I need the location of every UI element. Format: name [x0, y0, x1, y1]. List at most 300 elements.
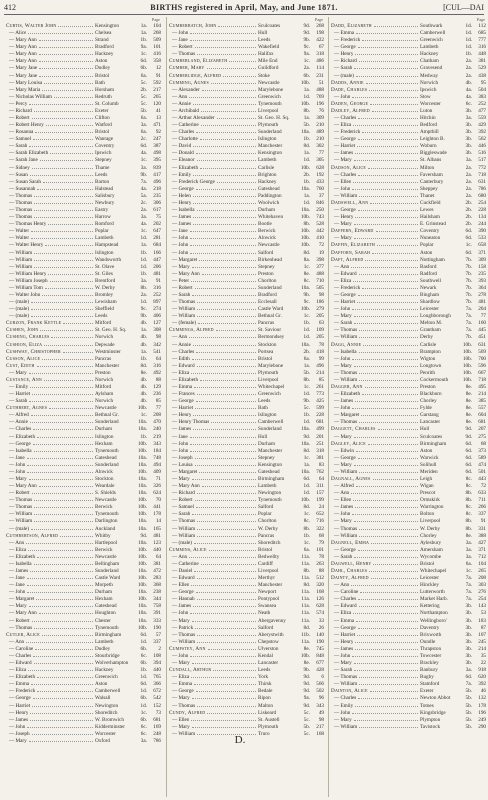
entry-district: Brackley — [420, 660, 439, 667]
dot-leader — [363, 342, 418, 346]
dot-leader — [197, 632, 256, 636]
entry-volume: 1b. — [140, 270, 147, 277]
entry-name: — Catherine — [172, 560, 199, 567]
entry-district: Gateshead — [258, 185, 280, 192]
dot-leader — [359, 271, 418, 275]
entry-page: 263 — [316, 560, 324, 567]
entry-page: 410 — [316, 235, 324, 242]
entry-name: — Daniel — [172, 568, 193, 575]
entry-name: — William — [9, 256, 33, 263]
dot-leader — [190, 228, 256, 232]
entry-district: Meriden — [420, 468, 438, 475]
dot-leader — [63, 320, 93, 324]
entry-district: Marylebone — [258, 362, 284, 369]
entry-volume: 10a. — [138, 617, 147, 624]
dot-leader — [197, 299, 256, 303]
register-entry — [167, 235, 325, 242]
dot-leader — [353, 610, 418, 614]
register-entry — [4, 285, 162, 292]
entry-district: York — [258, 674, 269, 681]
entry-name: — Edward — [172, 575, 195, 582]
entry-volume: 6a. — [140, 129, 147, 136]
entry-district: Durham — [95, 589, 112, 596]
entry-volume: 5b. — [465, 702, 472, 709]
entry-name: — John — [334, 652, 351, 659]
dot-leader — [30, 568, 93, 572]
entry-district: Hexham — [95, 596, 113, 603]
entry-page: 569 — [478, 348, 486, 355]
dot-leader — [197, 157, 256, 161]
entry-district: Weardale — [95, 483, 115, 490]
dot-leader — [29, 738, 93, 742]
register-entry — [4, 603, 162, 610]
dot-leader — [37, 554, 93, 558]
dot-leader — [193, 221, 256, 225]
dot-leader — [358, 455, 418, 459]
register-entry — [4, 37, 162, 44]
entry-volume: 8b. — [303, 525, 310, 532]
entry-volume: 6c. — [140, 723, 147, 730]
entry-district: Kettering — [420, 603, 440, 610]
register-entry — [167, 65, 325, 72]
entry-page: 373 — [478, 447, 486, 454]
entry-volume: 7a. — [465, 589, 472, 596]
register-entry — [167, 561, 325, 568]
register-entry — [4, 596, 162, 603]
entry-page: 101 — [153, 44, 161, 51]
entry-page: 504 — [478, 86, 486, 93]
dot-leader — [359, 681, 418, 685]
register-entry — [329, 165, 487, 172]
entry-volume: 4b. — [140, 320, 147, 327]
register-entry — [4, 299, 162, 306]
entry-name: — Charles — [9, 652, 32, 659]
entry-district: Bristol — [420, 560, 435, 567]
entry-volume: 2a. — [465, 58, 472, 65]
entry-volume: 6d. — [465, 447, 472, 454]
entry-district: W. Derby — [420, 525, 440, 532]
entry-name: — Jane — [9, 575, 25, 582]
entry-district: Alnwick — [95, 468, 113, 475]
register-entry — [329, 518, 487, 525]
entry-page: 528 — [316, 221, 324, 228]
entry-name: — James — [172, 603, 192, 610]
entry-name: — Harriet — [334, 143, 356, 150]
entry-district: St. Geo. H. Sq. — [258, 115, 290, 122]
entry-page: 358 — [153, 58, 161, 65]
entry-page: 440 — [153, 667, 161, 674]
entry-volume: 10b. — [462, 369, 472, 376]
entry-volume: 7b. — [465, 299, 472, 306]
entry-volume: 1d. — [303, 483, 310, 490]
register-entry — [167, 717, 325, 724]
dot-leader — [197, 391, 256, 395]
dot-leader — [37, 186, 93, 190]
entry-volume: 3a. — [465, 539, 472, 546]
entry-name: Dahl, Charles — [331, 568, 368, 575]
entry-volume: 3b. — [465, 631, 472, 638]
entry-volume: 5b. — [303, 723, 310, 730]
entry-volume: 3b. — [465, 122, 472, 129]
register-entry — [329, 65, 487, 72]
entry-name: — Catherine — [172, 122, 199, 129]
dot-leader — [189, 554, 256, 558]
entry-page: 22 — [480, 660, 486, 667]
entry-district: Loughborough — [420, 313, 451, 320]
entry-page: 316 — [153, 362, 161, 369]
entry-name: — Mary Ann — [9, 58, 37, 65]
entry-name: Cushway, Christopher — [6, 348, 61, 355]
entry-name: — Robert — [9, 617, 30, 624]
entry-volume: 6a. — [303, 355, 310, 362]
entry-page: 184 — [153, 447, 161, 454]
dot-leader — [201, 561, 256, 565]
entry-district: Leeds — [95, 313, 108, 320]
entry-volume: 2a. — [465, 192, 472, 199]
entry-district: Bedwellty — [258, 553, 280, 560]
entry-name: — William — [9, 511, 33, 518]
entry-district: Wellingboro' — [420, 617, 447, 624]
register-entry — [4, 278, 162, 285]
dot-leader — [196, 150, 256, 154]
dot-leader — [359, 334, 418, 338]
entry-name: — Mary — [334, 313, 352, 320]
entry-district: Sunderland — [258, 426, 282, 433]
entry-volume: 3a. — [140, 164, 147, 171]
dot-leader — [190, 441, 256, 445]
dot-leader — [357, 632, 418, 636]
entry-name: — David — [172, 143, 192, 150]
entry-page: 604 — [478, 412, 486, 419]
entry-volume: 10a. — [138, 610, 147, 617]
entry-district: Halstead — [95, 185, 114, 192]
register-entry — [4, 242, 162, 249]
entry-volume: 1c. — [140, 228, 147, 235]
entry-volume: 10b. — [137, 468, 147, 475]
dot-leader — [193, 603, 256, 607]
entry-volume: 1a. — [303, 86, 310, 93]
register-entry — [4, 384, 162, 391]
dot-leader — [357, 299, 418, 303]
entry-district: Pancras — [95, 355, 112, 362]
entry-district: S. Shields — [95, 490, 116, 497]
register-entry — [4, 441, 162, 448]
dot-leader — [34, 511, 93, 515]
dot-leader — [29, 398, 93, 402]
entry-page: 85 — [318, 376, 324, 383]
entry-district: Truro — [258, 730, 270, 737]
entry-district: Birkenhead — [258, 256, 282, 263]
entry-name: — Harriet — [172, 405, 194, 412]
entry-page: 381 — [316, 454, 324, 461]
register-entry — [329, 419, 487, 426]
register-entry — [167, 426, 325, 433]
entry-district: Ulverston — [258, 645, 279, 652]
entry-name: — John — [334, 306, 351, 313]
entry-volume: 1a. — [140, 327, 147, 334]
entry-page: 235 — [478, 270, 486, 277]
entry-district: Ipswich — [420, 86, 437, 93]
entry-district: Camberwell — [420, 30, 446, 37]
dot-leader — [356, 73, 418, 77]
entry-district: W. Derby — [258, 525, 278, 532]
entry-district: Tynemouth — [95, 511, 119, 518]
entry-volume: 5b. — [465, 695, 472, 702]
entry-name: — Susannah — [9, 185, 36, 192]
register-entry — [4, 65, 162, 72]
dot-leader — [354, 221, 418, 225]
register-entry — [4, 157, 162, 164]
entry-name: — Walter — [9, 228, 30, 235]
dot-leader — [35, 646, 93, 650]
entry-page: 501 — [478, 468, 486, 475]
dot-leader — [37, 363, 93, 367]
entry-name: — Harriet — [334, 631, 356, 638]
entry-volume: 11a. — [301, 610, 310, 617]
entry-name: — Frances — [172, 391, 195, 398]
entry-page: 624 — [153, 490, 161, 497]
entry-volume: 2b. — [465, 214, 472, 221]
register-entry — [329, 703, 487, 710]
entry-name: — Sarah Elizabeth — [9, 150, 49, 157]
entry-page: 252 — [478, 100, 486, 107]
register-entry — [329, 681, 487, 688]
entry-page: 443 — [478, 476, 486, 482]
entry-district: Berwick — [95, 504, 113, 511]
dot-leader — [352, 405, 418, 409]
entry-district: Plympton — [420, 716, 441, 723]
entry-district: Carlisle — [258, 164, 275, 171]
register-entry — [167, 306, 325, 313]
entry-district: Woolwich — [258, 199, 280, 206]
dot-leader — [213, 667, 256, 671]
entry-page: 481 — [153, 270, 161, 277]
entry-name: — Frederick — [334, 37, 361, 44]
entry-name: — Elizabeth — [172, 164, 199, 171]
entry-page: 75 — [155, 214, 161, 221]
entry-district: Bethnal Gr. — [95, 412, 119, 419]
entry-volume: 9d. — [140, 532, 147, 539]
dot-leader — [354, 462, 418, 466]
entry-page: 381 — [478, 58, 486, 65]
entry-page: 240 — [153, 426, 161, 433]
dot-leader — [34, 108, 93, 112]
register-entry — [167, 596, 325, 603]
dot-leader — [32, 490, 93, 494]
dot-leader — [193, 101, 256, 105]
dot-leader — [197, 703, 256, 707]
entry-page: 470 — [153, 419, 161, 426]
entry-district: Stow — [420, 93, 431, 100]
entry-page: 393 — [478, 277, 486, 284]
entry-page: 441 — [153, 504, 161, 511]
entry-name: Cutler, Alice — [6, 631, 40, 638]
dot-leader — [355, 703, 418, 707]
entry-name: — Thomas — [9, 497, 33, 504]
register-entry — [4, 327, 162, 334]
entry-district: Brighton — [258, 171, 277, 178]
register-entry — [4, 320, 162, 327]
entry-name: — Ann — [334, 582, 350, 589]
register-entry — [4, 660, 162, 667]
entry-volume: 9d. — [303, 674, 310, 681]
dot-leader — [30, 710, 93, 714]
dot-leader — [27, 724, 93, 728]
dot-leader — [196, 349, 256, 353]
register-entry — [167, 660, 325, 667]
entry-page: 433 — [316, 178, 324, 185]
entry-page: 214 — [478, 645, 486, 652]
register-entry — [167, 568, 325, 575]
entry-name: — Mary — [172, 723, 190, 730]
dot-leader — [34, 448, 93, 452]
entry-volume: 5b. — [465, 716, 472, 723]
entry-volume: 11a. — [301, 553, 310, 560]
register-entry — [4, 150, 162, 157]
entry-page: 68 — [480, 440, 486, 447]
register-entry — [329, 179, 487, 186]
entry-page: 77 — [318, 150, 324, 157]
entry-district: Gateshead — [95, 603, 117, 610]
entry-district: Poplar — [420, 242, 434, 249]
dot-leader — [359, 327, 418, 331]
entry-volume: 5a. — [140, 192, 147, 199]
register-entry — [329, 200, 487, 207]
dot-leader — [360, 589, 418, 593]
register-entry — [329, 334, 487, 341]
entry-page: 77 — [480, 313, 486, 320]
entry-district: Bolton — [420, 511, 435, 518]
entry-volume: 7b. — [465, 256, 472, 263]
entry-name: — Percy — [9, 100, 28, 107]
dot-leader — [40, 327, 93, 331]
register-entry — [167, 490, 325, 497]
entry-volume: 8c. — [303, 518, 310, 525]
entry-name: — Margaret — [9, 596, 35, 603]
entry-name: — Thomas — [9, 192, 33, 199]
entry-name: — Elizabeth — [9, 553, 36, 560]
entry-volume: 1d. — [140, 702, 147, 709]
register-entry — [4, 568, 162, 575]
entry-page: 158 — [478, 263, 486, 270]
entry-page: 57 — [155, 631, 161, 638]
entry-district: Plymouth — [258, 369, 279, 376]
register-entry — [4, 405, 162, 412]
dot-leader — [196, 186, 256, 190]
entry-name: — Thomas — [334, 369, 358, 376]
entry-name: — Sarah — [9, 398, 28, 405]
entry-volume: 10a. — [138, 539, 147, 546]
entry-page: 390 — [478, 228, 486, 235]
dot-leader — [197, 639, 256, 643]
dot-leader — [42, 356, 93, 360]
entry-volume: 5b. — [465, 709, 472, 716]
dot-leader — [218, 23, 256, 27]
register-entry — [329, 398, 487, 405]
dot-leader — [354, 667, 418, 671]
entry-name: — Isabella — [9, 447, 32, 454]
entry-name: — William — [334, 334, 358, 341]
dot-leader — [200, 377, 256, 381]
entry-name: — Jane — [172, 228, 188, 235]
entry-name: Dadson, Alice — [331, 164, 367, 171]
entry-page: 672 — [153, 688, 161, 695]
entry-volume: 6d. — [465, 461, 472, 468]
entry-name: — Helen — [172, 192, 191, 199]
entry-district: Sunderland — [95, 419, 119, 426]
entry-district: Watford — [95, 122, 112, 129]
entry-page: 344 — [153, 596, 161, 603]
entry-name: — William — [172, 638, 196, 645]
dot-leader — [31, 412, 93, 416]
entry-page: 183 — [478, 617, 486, 624]
entry-page: 281 — [153, 235, 161, 242]
entry-page: 471 — [153, 122, 161, 129]
entry-volume: 1d. — [303, 199, 310, 206]
entry-page: 168 — [316, 589, 324, 596]
register-entry — [4, 143, 162, 150]
dot-leader — [196, 688, 256, 692]
entry-name: — Isabella — [9, 560, 32, 567]
entry-district: Bristol — [258, 355, 273, 362]
register-entry — [167, 610, 325, 617]
entry-name: — Henry — [334, 638, 354, 645]
dot-leader — [30, 384, 93, 388]
entry-district: Pontypool — [258, 596, 280, 603]
entry-name: — James — [172, 426, 192, 433]
entry-volume: 10a. — [138, 603, 147, 610]
register-entry — [329, 426, 487, 433]
entry-district: Salford — [258, 504, 274, 511]
entry-page: 542 — [153, 695, 161, 702]
entry-volume: 1b. — [140, 355, 147, 362]
register-entry — [167, 193, 325, 200]
entry-district: Southwark — [420, 23, 443, 29]
entry-name: Dainty, Alfred — [331, 575, 369, 582]
dot-leader — [352, 306, 418, 310]
entry-volume: 8e. — [303, 270, 310, 277]
register-entry — [167, 398, 325, 405]
entry-district: Worcester — [420, 100, 441, 107]
entry-volume: 8e. — [465, 391, 472, 398]
entry-name: — Elizabeth — [172, 376, 199, 383]
entry-name: Dadds, Annie — [331, 79, 364, 86]
entry-name: — Louisa — [172, 461, 193, 468]
entry-volume: 9b. — [303, 37, 310, 44]
entry-name: — (male) — [9, 525, 30, 532]
dot-leader — [358, 596, 418, 600]
entry-page: 364 — [478, 284, 486, 291]
register-entry — [167, 94, 325, 101]
entry-name: — Robert — [9, 115, 30, 122]
entry-district: Poplar — [95, 228, 109, 235]
entry-volume: 7a. — [140, 178, 147, 185]
entry-name: — Ann — [172, 553, 188, 560]
entry-name: — Sarah — [334, 553, 353, 560]
entry-name: — Donald — [172, 150, 194, 157]
entry-page: 51 — [318, 79, 324, 86]
entry-district: Grantham — [420, 327, 441, 334]
entry-district: St. Olave — [95, 263, 115, 270]
entry-district: Thirsk — [258, 681, 272, 688]
entry-name: — James — [334, 645, 354, 652]
dot-leader — [45, 285, 93, 289]
entry-page: 70 — [155, 497, 161, 504]
entry-district: Penrith — [420, 369, 435, 376]
dot-leader — [197, 207, 256, 211]
entry-volume: 1d. — [303, 334, 310, 341]
entry-volume: 10a. — [301, 129, 310, 136]
